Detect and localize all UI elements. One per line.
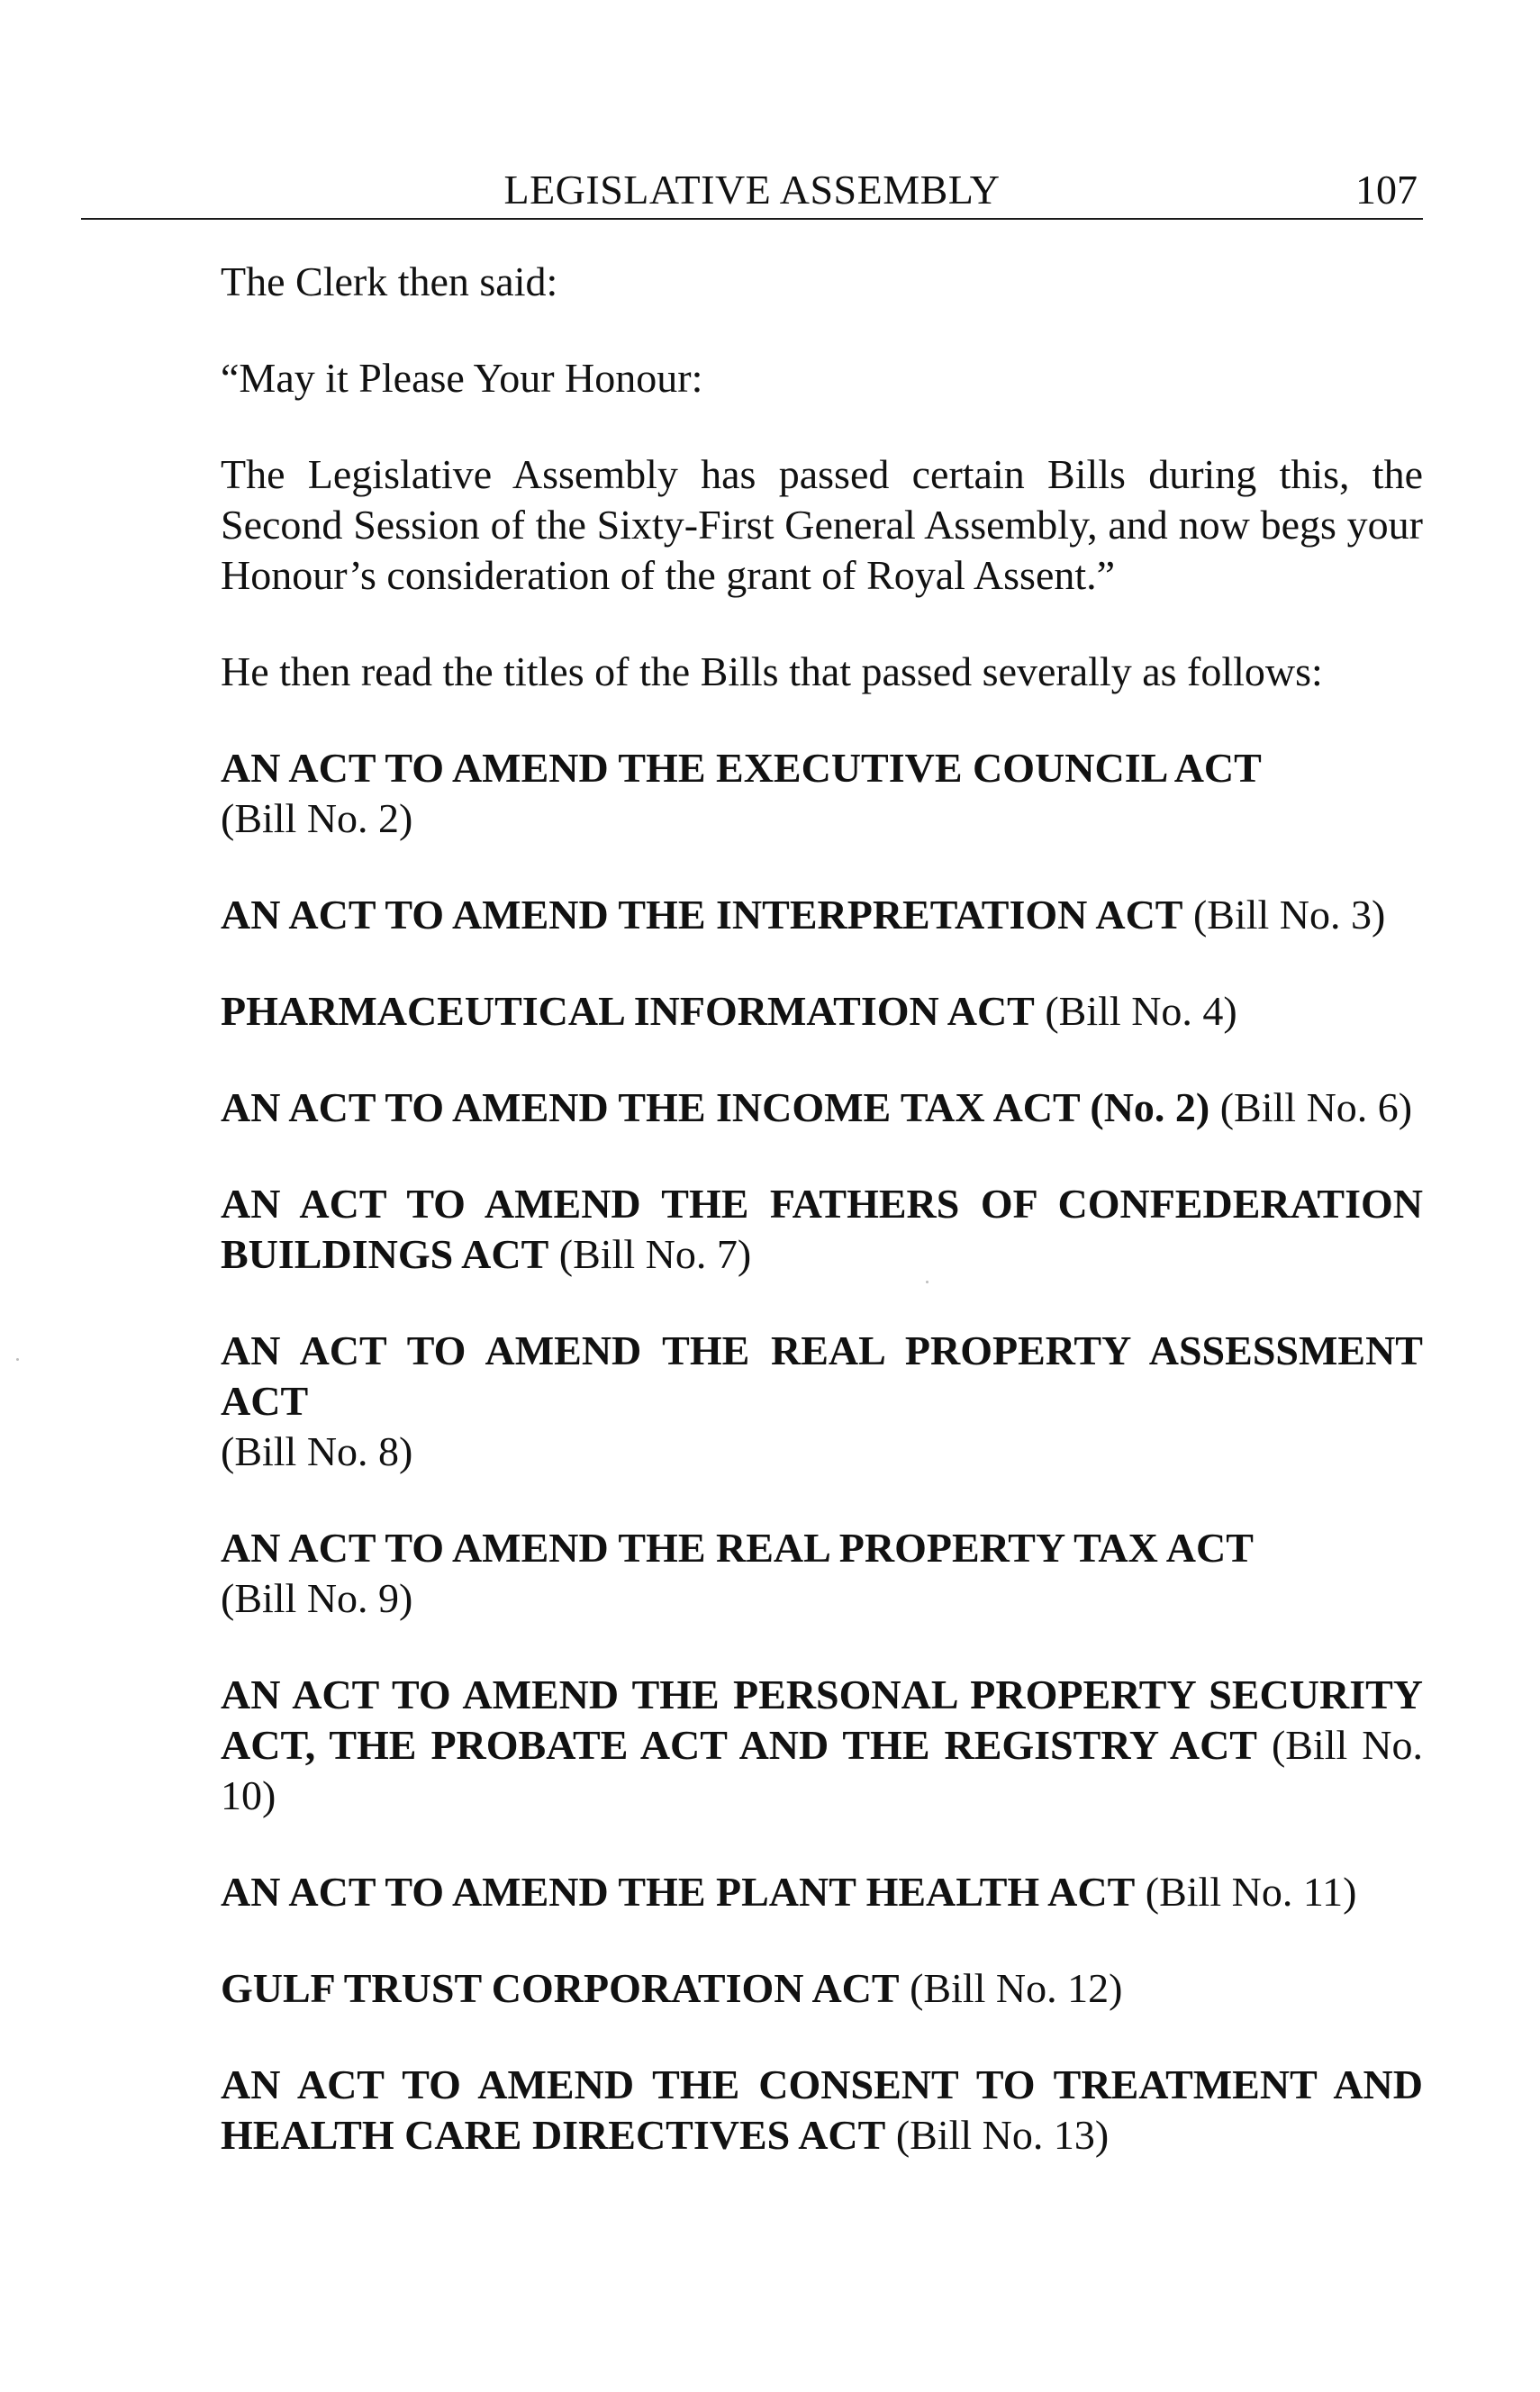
- bill-title: AN ACT TO AMEND THE REAL PROPERTY TAX ACT: [221, 1525, 1254, 1571]
- running-title: LEGISLATIVE ASSEMBLY: [503, 167, 1001, 213]
- bill-number: (Bill No. 4): [1045, 988, 1237, 1034]
- bill-number: (Bill No. 7): [558, 1231, 752, 1277]
- bill-number: (Bill No. 10): [221, 1722, 1424, 1818]
- bill-title: AN ACT TO AMEND THE REAL PROPERTY ASSESSMENT ACT: [221, 1327, 1423, 1424]
- bill-title: AN ACT TO AMEND THE FATHERS OF CONFEDERATION BUILDINGS ACT: [221, 1181, 1423, 1277]
- salutation: “May it Please Your Honour:: [221, 355, 703, 401]
- bill-entry: [221, 1326, 1423, 1477]
- bill-entry: [221, 890, 1423, 940]
- bill-entry: [221, 986, 1423, 1037]
- page-body: [221, 257, 1423, 2206]
- bill-number: (Bill No. 12): [910, 1965, 1123, 2011]
- bill-title: AN ACT TO AMEND THE PLANT HEALTH ACT: [221, 1869, 1136, 1915]
- clerk-line: The Clerk then said:: [221, 258, 558, 304]
- bill-title: AN ACT TO AMEND THE INTERPRETATION ACT: [221, 892, 1183, 938]
- bill-title: AN ACT TO AMEND THE CONSENT TO TREATMENT AND HEALTH CARE DIRECTIVES ACT: [221, 2061, 1423, 2158]
- bill-entry: [221, 1523, 1423, 1624]
- bill-title: PHARMACEUTICAL INFORMATION ACT: [221, 988, 1035, 1034]
- bill-entry: [221, 1670, 1423, 1821]
- assembly-address: The Legislative Assembly has passed certain Bills during this, the Second Session of the Sixty-First General Assembly, and now begs your Honour’s consideration of the grant of Royal Assent.”: [221, 451, 1423, 598]
- bill-entry: [221, 2060, 1423, 2161]
- running-header: [81, 160, 1423, 220]
- bill-number: (Bill No. 2): [221, 795, 413, 841]
- page-number: 107: [1355, 167, 1418, 213]
- bill-entry: [221, 1083, 1423, 1133]
- bill-number: (Bill No. 9): [221, 1575, 413, 1621]
- bill-number: (Bill No. 6): [1219, 1084, 1413, 1130]
- scan-speck: [16, 1358, 19, 1361]
- bill-number: (Bill No. 8): [221, 1428, 413, 1474]
- bill-entry: [221, 1179, 1423, 1280]
- scan-speck: [926, 1281, 929, 1283]
- read-titles-line: He then read the titles of the Bills that passed severally as follows:: [221, 648, 1323, 694]
- bill-title: AN ACT TO AMEND THE EXECUTIVE COUNCIL ACT: [221, 745, 1262, 791]
- bill-entry: [221, 743, 1423, 844]
- bill-entry: [221, 1963, 1423, 2014]
- bill-entry: [221, 1867, 1423, 1917]
- bill-number: (Bill No. 3): [1192, 892, 1386, 938]
- bill-title: AN ACT TO AMEND THE PERSONAL PROPERTY SECURITY ACT, THE PROBATE ACT AND THE REGISTRY ACT: [221, 1672, 1423, 1768]
- bill-number: (Bill No. 11): [1145, 1869, 1357, 1915]
- bill-title: AN ACT TO AMEND THE INCOME TAX ACT (No. 2): [221, 1084, 1210, 1130]
- bill-title: GULF TRUST CORPORATION ACT: [221, 1965, 900, 2011]
- bill-number: (Bill No. 13): [895, 2112, 1110, 2158]
